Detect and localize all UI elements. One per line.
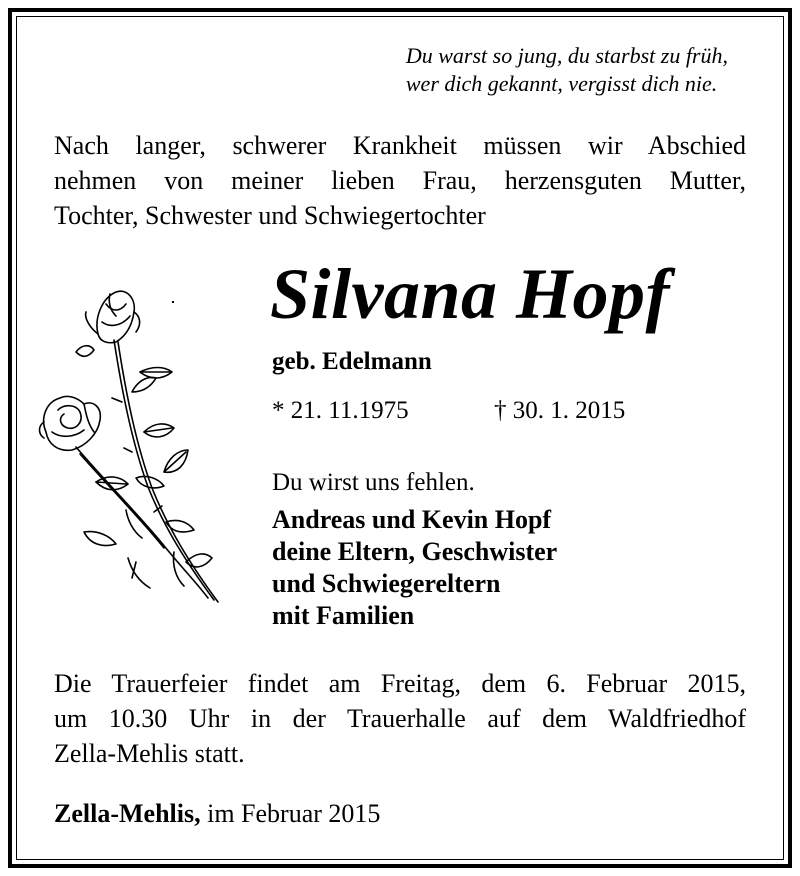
motto (406, 42, 728, 98)
birth-name: geb. Edelmann (272, 348, 432, 375)
life-dates (272, 397, 626, 425)
place-town: Zella-Mehlis, (54, 799, 201, 828)
service-text (54, 666, 746, 771)
place-month: im Februar 2015 (200, 799, 381, 828)
signers (272, 504, 557, 632)
motto-line: Du warst so jung, du starbst zu früh, (405, 43, 728, 68)
deceased-name: Silvana Hopf (270, 254, 671, 334)
signer-line: mit Familien (272, 601, 415, 630)
signer-line: deine Eltern, Geschwister (272, 537, 558, 566)
intro-line: nehmen von meiner lieben Frau, herzensguten Mutter, (54, 166, 746, 195)
motto-line: wer dich gekannt, vergisst dich nie. (405, 71, 718, 96)
service-line: um 10.30 Uhr in der Trauerhalle auf dem Waldfriedhof (54, 704, 746, 733)
service-line: Zella-Mehlis statt. (54, 739, 245, 768)
intro-line: Tochter, Schwester und Schwiegertochter (54, 201, 486, 230)
birth-date: * 21. 11.1975 (272, 397, 409, 424)
signer-line: und Schwiegereltern (272, 569, 501, 598)
death-date: † 30. 1. 2015 (494, 397, 626, 424)
rose-drawing-icon (36, 282, 226, 607)
farewell-text: Du wirst uns fehlen. (272, 469, 475, 496)
intro-line: Nach langer, schwerer Krankheit müssen wir Abschied (54, 131, 746, 160)
service-line: Die Trauerfeier findet am Freitag, dem 6. Februar 2015, (54, 669, 746, 698)
intro-text (54, 128, 746, 233)
place-date (54, 799, 380, 829)
signer-line: Andreas und Kevin Hopf (272, 505, 552, 534)
